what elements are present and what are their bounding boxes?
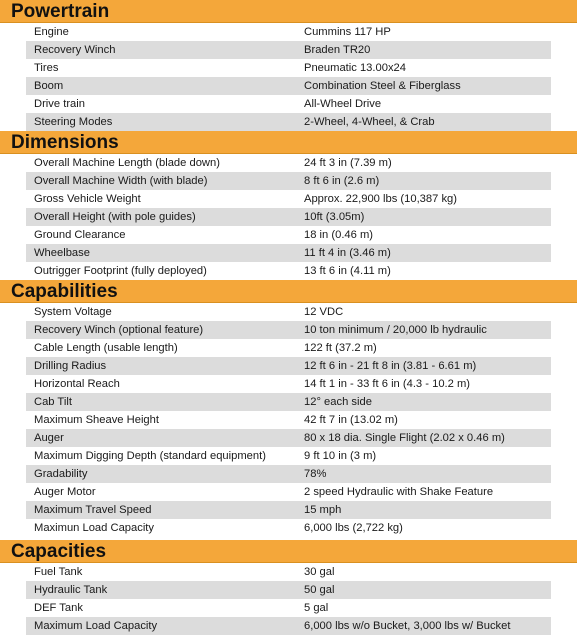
spec-value: 30 gal (304, 566, 335, 578)
spec-row (26, 262, 551, 280)
spec-row (26, 113, 551, 131)
spec-label: Engine (34, 26, 69, 38)
section-title: Powertrain (0, 0, 577, 23)
spec-row (26, 172, 551, 190)
spec-label: Tires (34, 62, 59, 74)
spec-value: Cummins 117 HP (304, 26, 391, 38)
spec-rows (0, 154, 577, 280)
spec-row (26, 393, 551, 411)
spec-label: Drive train (34, 98, 85, 110)
spec-row (26, 303, 551, 321)
section-powertrain (0, 0, 577, 131)
spec-value: 6,000 lbs w/o Bucket, 3,000 lbs w/ Bucket (304, 620, 511, 632)
spec-row (26, 375, 551, 393)
spec-label: Cab Tilt (34, 396, 72, 408)
spec-rows (0, 23, 577, 131)
spec-label: Auger Motor (34, 486, 96, 498)
spec-rows (0, 563, 577, 635)
spec-value: 10ft (3.05m) (304, 211, 365, 223)
spec-value: 10 ton minimum / 20,000 lb hydraulic (304, 324, 487, 336)
spec-row (26, 501, 551, 519)
spec-value: All-Wheel Drive (304, 98, 382, 110)
spec-row (26, 581, 551, 599)
spec-row (26, 617, 551, 635)
spec-label: Boom (34, 80, 64, 92)
spec-row (26, 563, 551, 581)
spec-label: Fuel Tank (34, 566, 83, 578)
section-title: Capabilities (0, 280, 577, 303)
spec-label: Maximun Load Capacity (34, 522, 155, 534)
spec-row (26, 77, 551, 95)
spec-label: Hydraulic Tank (34, 584, 108, 596)
spec-row (26, 519, 551, 537)
spec-label: Drilling Radius (34, 360, 107, 372)
section-capacities (0, 540, 577, 635)
spec-row (26, 339, 551, 357)
spec-label: Maximum Travel Speed (34, 504, 152, 516)
spec-label: Ground Clearance (34, 229, 126, 241)
spec-label: Recovery Winch (34, 44, 116, 56)
spec-value: 2-Wheel, 4-Wheel, & Crab (304, 116, 435, 128)
spec-row (26, 447, 551, 465)
spec-row (26, 599, 551, 617)
spec-value: Braden TR20 (304, 44, 371, 56)
spec-value: 18 in (0.46 m) (304, 229, 374, 241)
spec-label: Overall Machine Width (with blade) (34, 175, 208, 187)
spec-row (26, 357, 551, 375)
spec-value: Pneumatic 13.00x24 (304, 62, 406, 74)
spec-label: Maximum Digging Depth (standard equipment) (34, 450, 266, 462)
spec-value: 9 ft 10 in (3 m) (304, 450, 377, 462)
spec-value: 50 gal (304, 584, 335, 596)
spec-value: 13 ft 6 in (4.11 m) (304, 265, 391, 277)
spec-value: 42 ft 7 in (13.02 m) (304, 414, 398, 426)
spec-label: Maximum Load Capacity (34, 620, 158, 632)
spec-value: Combination Steel & Fiberglass (304, 80, 461, 92)
spec-value: 5 gal (304, 602, 329, 614)
spec-value: 15 mph (304, 504, 342, 516)
spec-label: Horizontal Reach (34, 378, 120, 390)
spec-value: 80 x 18 dia. Single Flight (2.02 x 0.46 m) (304, 432, 505, 444)
section-title: Dimensions (0, 131, 577, 154)
spec-row (26, 321, 551, 339)
spec-value: Approx. 22,900 lbs (10,387 kg) (304, 193, 457, 205)
spec-label: System Voltage (34, 306, 112, 318)
spec-rows (0, 303, 577, 537)
spec-row (26, 465, 551, 483)
spec-row (26, 411, 551, 429)
spec-label: Overall Machine Length (blade down) (34, 157, 220, 169)
spec-label: Gross Vehicle Weight (34, 193, 141, 205)
spec-value: 24 ft 3 in (7.39 m) (304, 157, 392, 169)
section-title: Capacities (0, 540, 577, 563)
spec-label: Maximum Sheave Height (34, 414, 159, 426)
spec-label: Wheelbase (34, 247, 90, 259)
spec-row (26, 429, 551, 447)
spec-row (26, 95, 551, 113)
section-capabilities (0, 280, 577, 537)
spec-row (26, 190, 551, 208)
spec-label: DEF Tank (34, 602, 83, 614)
spec-label: Gradability (34, 468, 88, 480)
spec-value: 78% (304, 468, 327, 480)
spec-value: 12 VDC (304, 306, 344, 318)
spec-row (26, 208, 551, 226)
spec-value: 2 speed Hydraulic with Shake Feature (304, 486, 494, 498)
spec-value: 6,000 lbs (2,722 kg) (304, 522, 403, 534)
spec-row (26, 244, 551, 262)
spec-value: 12° each side (304, 396, 372, 408)
spec-label: Cable Length (usable length) (34, 342, 178, 354)
spec-value: 8 ft 6 in (2.6 m) (304, 175, 380, 187)
spec-row (26, 226, 551, 244)
spec-row (26, 41, 551, 59)
spec-row (26, 59, 551, 77)
spec-label: Auger (34, 432, 64, 444)
spec-label: Outrigger Footprint (fully deployed) (34, 265, 207, 277)
spec-value: 12 ft 6 in - 21 ft 8 in (3.81 - 6.61 m) (304, 360, 477, 372)
spec-label: Steering Modes (34, 116, 113, 128)
spec-label: Overall Height (with pole guides) (34, 211, 196, 223)
spec-value: 122 ft (37.2 m) (304, 342, 377, 354)
section-dimensions (0, 131, 577, 280)
spec-value: 11 ft 4 in (3.46 m) (304, 247, 391, 259)
spec-label: Recovery Winch (optional feature) (34, 324, 204, 336)
spec-value: 14 ft 1 in - 33 ft 6 in (4.3 - 10.2 m) (304, 378, 471, 390)
spec-row (26, 154, 551, 172)
spec-row (26, 483, 551, 501)
spec-row (26, 23, 551, 41)
